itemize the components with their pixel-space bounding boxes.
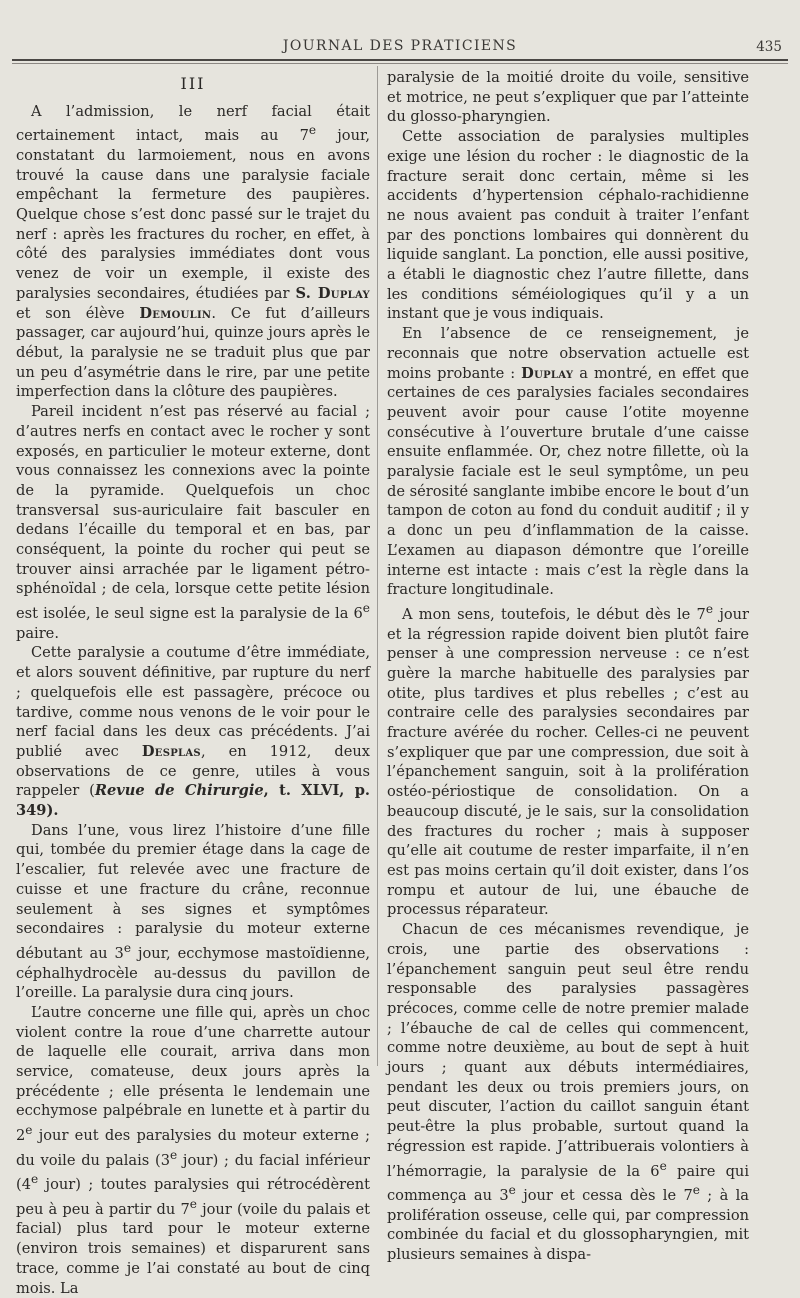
paragraph <box>387 324 749 600</box>
text: jour) ; du facial inférieur (4 <box>16 1151 370 1194</box>
text: Dans l’une, vous lirez l’histoire d’une fille qui, tombée du premier étage dans la cage de l’escalier, fut relevée avec une fracture de cuisse et une fracture du crâne, reconnue seulement à ses signes et symptômes secondaires : paralysie du moteur externe débutant au 3 <box>16 821 370 962</box>
text: jour, ecchymose mastoïdienne, céphalhydrocèle au-dessus du pavillon de l’oreille. La paralysie dura cinq jours. <box>16 944 370 1002</box>
author-name: Demoulin <box>139 304 212 322</box>
superscript: e <box>189 1196 197 1211</box>
text: L’autre concerne une fille qui, après un choc violent contre la roue d’une charrette autour de laquelle elle courait, arriva dans mon service, comateuse, deux jours après la précédente ; elle présenta le lendemain une ecchymose palpébrale en lunette et à partir du 2 <box>16 1003 370 1144</box>
text: A l’admission, le nerf facial était certainement intact, mais au 7 <box>16 102 370 145</box>
text: paire qui commença au 3 <box>387 1162 749 1204</box>
superscript: e <box>30 1172 39 1187</box>
superscript: e <box>308 123 317 138</box>
text: En l’absence de ce renseignement, je reconnais que notre observation actuelle est moins probante : <box>387 325 749 382</box>
text: jour et cessa dès le 7 <box>515 1186 693 1204</box>
text: jour (voile du palais et facial) plus tard pour le moteur externe (environ trois semaines) et disparurent sans trace, comme je l’ai constaté au bout de cinq mois. La <box>16 1200 371 1297</box>
text: jour) ; toutes paralysies qui rétrocédèrent peu à peu à partir du 7 <box>16 1176 370 1218</box>
left-column <box>16 68 370 1298</box>
text: . Ce fut d’ailleurs passager, car aujourd’hui, quinze jours après le début, la paralysie ne se traduit plus que par un peu d’asymétrie dans le rire, par une petite imperfection dans la clôture des paupières. <box>16 304 370 401</box>
superscript: e <box>659 1158 667 1173</box>
text: jour, constatant du larmoiement, nous en avons trouvé la cause dans une paralysie faciale empêchant la fermeture des paupières. Quelque chose s’est donc passé sur le trajet du nerf : après les fractures du rocher, en effet, à côté des paralysies immédiates dont vous venez de voir un exemple, il existe des paralysies secondaires, étudiées par <box>16 127 370 302</box>
text: paire. <box>16 624 59 642</box>
text: Chacun de ces mécanismes revendique, je crois, une partie des observations : l’épanchement sanguin peut seul être rendu responsable des paralysies passagères précoces, comme celle de notre premier malade ; l’ébauche de cal de celles qui commencent, comme notre deuxième, au bout de sept à huit jours ; quant aux débuts intermédiaires, pendant les deux ou trois premiers jours, on peut discuter, l’action du caillot sanguin étant peut-être la plus probable, surtout quand la régression est rapide. J’attribuerais volontiers à l’hémorragie, la paralysie de la 6 <box>387 921 749 1180</box>
superscript: e <box>692 1183 700 1198</box>
text: jour et la régression rapide doivent bien plutôt faire penser à une compression nerveuse : ce n’est guère la marche habituelle des paralysies par otite, plus tardives et plus rebelles ; c’est au contraire celle des paralysies secondaires par fracture avérée du rocher. Celles-ci ne peuvent s’expliquer que par une compression, due soit à l’épanchement sanguin, soit à la prolifération ostéo-périostique de consolidation. On a beaucoup discuté, je le sais, sur la consolidation des fractures du rocher ; mais à supposer qu’elle ait coutume de rester imparfaite, il n’en est pas moins certain qu’il doit exister, dans l’os rompu et autour de lui, une ébauche de processus réparateur. <box>387 605 750 919</box>
superscript: e <box>705 601 714 616</box>
text: a montré, en effet que certaines de ces paralysies faciales secondaires peuvent avoir pour cause l’otite moyenne consécutive à l’ouverture brutale d’une caisse ensuite enflammée. Or, chez notre fillette, où la paralysie faciale est le seul symptôme, un peu de sérosité sanglante imbibe encore le bout d’un tampon de coton au fond du conduit auditif ; il y a donc un peu d’inflammation de la caisse. L’examen au diapason démontre que l’oreille interne est intacte : mais c’est la règle dans la fracture longitudinale. <box>387 364 749 599</box>
text: , en 1912, deux observations de ce genre, utiles à vous rappeler ( <box>16 742 370 800</box>
paragraph <box>16 402 370 643</box>
superscript: e <box>169 1147 178 1162</box>
paragraph <box>16 821 370 1003</box>
journal-title: JOURNAL DES PRATICIENS <box>282 38 518 54</box>
superscript: e <box>123 940 132 955</box>
column-divider <box>377 66 378 1066</box>
superscript: e <box>362 601 370 616</box>
author-name: Duplay <box>521 364 574 382</box>
right-column <box>387 68 749 1265</box>
paragraph <box>16 102 370 402</box>
paragraph <box>16 1003 370 1298</box>
text: et son élève <box>16 304 140 322</box>
author-name: S. Duplay <box>295 284 370 302</box>
author-name: Desplas <box>141 742 201 760</box>
text: Pareil incident n’est pas réservé au facial ; d’autres nerfs en contact avec le rocher y sont exposés, en particulier le moteur externe, dont vous connaissez les connexions avec la pointe de la pyramide. Quelquefois un choc transversal sus-auriculaire fait basculer en dedans l’écaille du temporal et en bas, par conséquent, la pointe du rocher qui peut se trouver ainsi arrachée par le ligament pétro-sphénoïdal ; de cela, lorsque cette petite lésion est isolée, le seul signe est la paralysie de la 6 <box>16 403 370 622</box>
paragraph <box>387 920 749 1265</box>
section-heading: III <box>180 74 206 93</box>
superscript: e <box>25 1123 33 1138</box>
paragraph: paralysie de la moitié droite du voile, sensitive et motrice, ne peut s’expliquer que par l’atteinte du glosso-pharyngien. <box>387 69 749 126</box>
text: A mon sens, toutefois, le début dès le 7 <box>402 605 706 623</box>
superscript: e <box>508 1183 516 1198</box>
paragraph <box>16 643 370 820</box>
text: Cette paralysie a coutume d’être immédiate, et alors souvent définitive, par rupture du nerf ; quelquefois elle est passagère, précoce ou tardive, comme nous venons de le voir pour le nerf facial dans les deux cas précédents. J’ai publié avec <box>16 644 370 760</box>
paragraph <box>387 600 749 920</box>
header-rule-thin <box>12 63 788 64</box>
text: ; à la prolifération osseuse, celle qui, par compression combinée du facial et du glossopharyngien, mit plusieurs semaines à dispa- <box>387 1186 749 1264</box>
page-number: 435 <box>756 39 782 55</box>
header-rule <box>12 59 788 61</box>
text: , t. XLVI, p. 349). <box>16 782 370 820</box>
paragraph: Cette association de paralysies multiples exige une lésion du rocher : le diagnostic de la fracture serait donc certain, même si les accidents d’hypertension céphalo-rachidienne ne nous avaient pas conduit à traiter l’enfant par des ponctions lombaires qui donnèrent du liquide sanglant. La ponction, elle aussi positive, a établi le diagnostic chez l’autre fillette, dans les conditions séméiologiques qu’il y a un instant que je vous indiquais. <box>387 128 749 323</box>
journal-reference: Revue de Chirurgie <box>94 782 264 800</box>
text: jour eut des paralysies du moteur externe ; du voile du palais (3 <box>16 1127 370 1169</box>
